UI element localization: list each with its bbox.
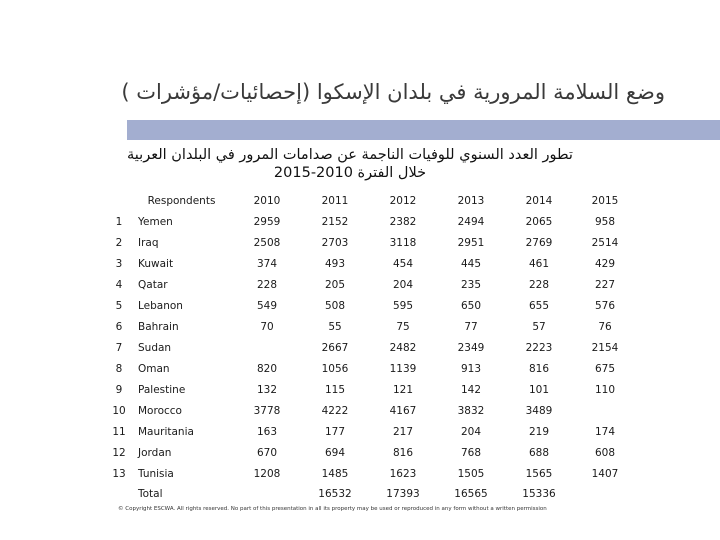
value-cell: 2703: [321, 236, 349, 249]
value-cell: 2951: [457, 236, 485, 249]
table-header-row: [108, 190, 637, 211]
row-index: 6: [115, 320, 123, 333]
total-index: [108, 484, 130, 504]
value-cell: 2769: [525, 236, 553, 249]
value-cell: 77: [464, 320, 478, 333]
header-index: [108, 190, 130, 211]
table-row: [108, 421, 637, 442]
table-row: [108, 463, 637, 484]
country-name: Mauritania: [138, 425, 194, 438]
table-row: [108, 211, 637, 232]
value-cell: 177: [324, 425, 346, 438]
value-cell: 493: [324, 257, 346, 270]
table-row: [108, 379, 637, 400]
copyright-notice: © Copyright ESCWA. All rights reserved. No part of this presentation in all its property may be used or reproduced in any form without a written permission: [118, 506, 547, 512]
value-cell: 688: [528, 446, 550, 459]
table-body: [108, 211, 637, 484]
value-cell: 115: [324, 383, 346, 396]
total-label: Total: [138, 488, 163, 500]
header-2014: 2014: [525, 194, 553, 207]
value-cell: 2223: [525, 341, 553, 354]
value-cell: 217: [392, 425, 414, 438]
value-cell: 101: [528, 383, 550, 396]
value-cell: 75: [396, 320, 410, 333]
value-cell: 219: [528, 425, 550, 438]
row-index: 1: [115, 215, 123, 228]
total-cell: [573, 484, 637, 504]
total-cell: 16532: [318, 488, 352, 500]
value-cell: 3832: [457, 404, 485, 417]
total-cell: 17393: [386, 488, 420, 500]
country-name: Oman: [138, 362, 170, 375]
country-name: Iraq: [138, 236, 159, 249]
table-subtitle: تطور العدد السنوي للوفيات الناجمة عن صدامات المرور في البلدان العربية: [127, 147, 573, 163]
value-cell: 2382: [389, 215, 417, 228]
table-row: [108, 442, 637, 463]
value-cell: 445: [460, 257, 482, 270]
total-cell: 16565: [454, 488, 488, 500]
country-name: Jordan: [138, 446, 172, 459]
value-cell: 3778: [253, 404, 281, 417]
value-cell: 958: [594, 215, 616, 228]
header-2015: 2015: [591, 194, 619, 207]
value-cell: 670: [256, 446, 278, 459]
header-2012: 2012: [389, 194, 417, 207]
value-cell: 2508: [253, 236, 281, 249]
table-row: [108, 253, 637, 274]
slide-title: وضع السلامة المرورية في بلدان الإسكوا (إحصائيات/مؤشرات ): [121, 80, 665, 104]
value-cell: 2349: [457, 341, 485, 354]
value-cell: 374: [256, 257, 278, 270]
value-cell: 608: [594, 446, 616, 459]
value-cell: 675: [594, 362, 616, 375]
value-cell: 429: [594, 257, 616, 270]
table-row: [108, 358, 637, 379]
total-row: [108, 484, 637, 504]
row-index: 4: [115, 278, 123, 291]
country-name: Yemen: [138, 215, 173, 228]
value-cell: 4222: [321, 404, 349, 417]
value-cell: 2154: [591, 341, 619, 354]
row-index: 3: [115, 257, 123, 270]
value-cell: 1139: [389, 362, 417, 375]
value-cell: 142: [460, 383, 482, 396]
total-cell: 15336: [522, 488, 556, 500]
header-2013: 2013: [457, 194, 485, 207]
country-name: Tunisia: [138, 467, 174, 480]
country-name: Morocco: [138, 404, 182, 417]
value-cell: 3118: [389, 236, 417, 249]
table-row: [108, 337, 637, 358]
value-cell: 650: [460, 299, 482, 312]
value-cell: [233, 337, 301, 358]
value-cell: 816: [528, 362, 550, 375]
value-cell: 820: [256, 362, 278, 375]
value-cell: 1208: [253, 467, 281, 480]
title-accent-bar: [127, 120, 720, 140]
value-cell: [573, 400, 637, 421]
value-cell: 228: [528, 278, 550, 291]
value-cell: 1485: [321, 467, 349, 480]
value-cell: 1505: [457, 467, 485, 480]
value-cell: 174: [594, 425, 616, 438]
value-cell: 121: [392, 383, 414, 396]
header-2011: 2011: [321, 194, 349, 207]
value-cell: 508: [324, 299, 346, 312]
country-name: Kuwait: [138, 257, 174, 270]
row-index: 9: [115, 383, 123, 396]
value-cell: 205: [324, 278, 346, 291]
value-cell: 576: [594, 299, 616, 312]
country-name: Sudan: [138, 341, 172, 354]
value-cell: 70: [260, 320, 274, 333]
value-cell: 2152: [321, 215, 349, 228]
value-cell: 204: [460, 425, 482, 438]
country-name: Bahrain: [138, 320, 179, 333]
value-cell: 76: [598, 320, 612, 333]
row-index: 12: [112, 446, 126, 459]
value-cell: 2482: [389, 341, 417, 354]
value-cell: 461: [528, 257, 550, 270]
value-cell: 2494: [457, 215, 485, 228]
row-index: 10: [112, 404, 126, 417]
value-cell: 163: [256, 425, 278, 438]
header-respondents: Respondents: [147, 194, 216, 207]
value-cell: 655: [528, 299, 550, 312]
value-cell: 1407: [591, 467, 619, 480]
country-name: Qatar: [138, 278, 168, 291]
value-cell: 1623: [389, 467, 417, 480]
table-period: خلال الفترة 2010-2015: [273, 165, 427, 181]
row-index: 11: [112, 425, 126, 438]
value-cell: 204: [392, 278, 414, 291]
table-row: [108, 316, 637, 337]
value-cell: 454: [392, 257, 414, 270]
value-cell: 55: [328, 320, 342, 333]
value-cell: 549: [256, 299, 278, 312]
value-cell: 816: [392, 446, 414, 459]
value-cell: 768: [460, 446, 482, 459]
header-2010: 2010: [253, 194, 281, 207]
table-row: [108, 274, 637, 295]
value-cell: 694: [324, 446, 346, 459]
fatalities-table: [108, 190, 637, 504]
value-cell: 595: [392, 299, 414, 312]
value-cell: 1565: [525, 467, 553, 480]
row-index: 2: [115, 236, 123, 249]
value-cell: 57: [532, 320, 546, 333]
value-cell: 2959: [253, 215, 281, 228]
value-cell: 235: [460, 278, 482, 291]
table-row: [108, 232, 637, 253]
row-index: 5: [115, 299, 123, 312]
value-cell: 2065: [525, 215, 553, 228]
value-cell: 228: [256, 278, 278, 291]
country-name: Lebanon: [138, 299, 183, 312]
table-row: [108, 295, 637, 316]
value-cell: 132: [256, 383, 278, 396]
value-cell: 110: [594, 383, 616, 396]
value-cell: 227: [594, 278, 616, 291]
value-cell: 1056: [321, 362, 349, 375]
row-index: 8: [115, 362, 123, 375]
value-cell: 3489: [525, 404, 553, 417]
total-cell: [233, 484, 301, 504]
value-cell: 913: [460, 362, 482, 375]
row-index: 7: [115, 341, 123, 354]
row-index: 13: [112, 467, 126, 480]
table-row: [108, 400, 637, 421]
value-cell: 2667: [321, 341, 349, 354]
value-cell: 4167: [389, 404, 417, 417]
value-cell: 2514: [591, 236, 619, 249]
country-name: Palestine: [138, 383, 186, 396]
